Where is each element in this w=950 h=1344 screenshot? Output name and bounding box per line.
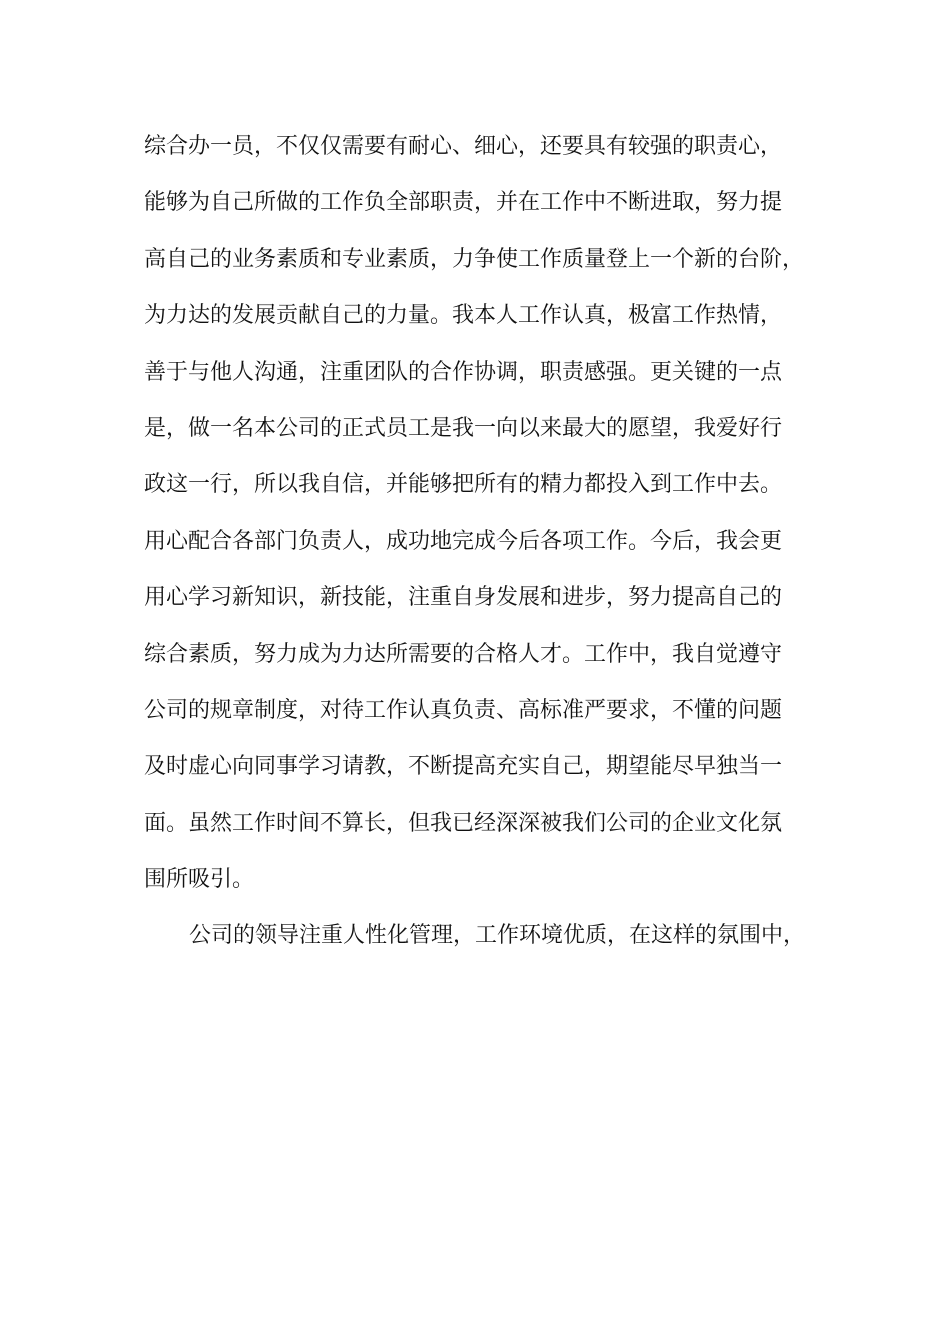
text-line: 高自己的业务素质和专业素质，力争使工作质量登上一个新的台阶， <box>144 246 805 272</box>
text-line: 是，做一名本公司的正式员工是我一向以来最大的愿望，我爱好行 <box>144 415 783 441</box>
text-line: 政这一行，所以我自信，并能够把所有的精力都投入到工作中去。 <box>144 472 783 498</box>
text-line: 综合办一员，不仅仅需要有耐心、细心，还要具有较强的职责心， <box>144 134 783 159</box>
text-line: 为力达的发展贡献自己的力量。我本人工作认真，极富工作热情， <box>144 303 783 329</box>
paragraph-start-line: 公司的领导注重人性化管理，工作环境优质，在这样的氛围中， <box>189 923 806 949</box>
text-line: 公司的规章制度，对待工作认真负责、高标准严要求，不懂的问题 <box>144 697 783 723</box>
text-line: 围所吸引。 <box>144 867 255 893</box>
text-line: 能够为自己所做的工作负全部职责，并在工作中不断进取，努力提 <box>144 190 783 216</box>
text-line: 及时虚心向同事学习请教，不断提高充实自己，期望能尽早独当一 <box>144 754 783 780</box>
text-line: 综合素质，努力成为力达所需要的合格人才。工作中，我自觉遵守 <box>144 641 783 667</box>
text-line: 面。虽然工作时间不算长，但我已经深深被我们公司的企业文化氛 <box>144 810 783 836</box>
text-line: 善于与他人沟通，注重团队的合作协调，职责感强。更关键的一点 <box>144 359 783 385</box>
text-line: 用心配合各部门负责人，成功地完成今后各项工作。今后，我会更 <box>144 528 783 554</box>
document-body <box>144 127 844 973</box>
text-line: 用心学习新知识，新技能，注重自身发展和进步，努力提高自己的 <box>144 585 783 611</box>
